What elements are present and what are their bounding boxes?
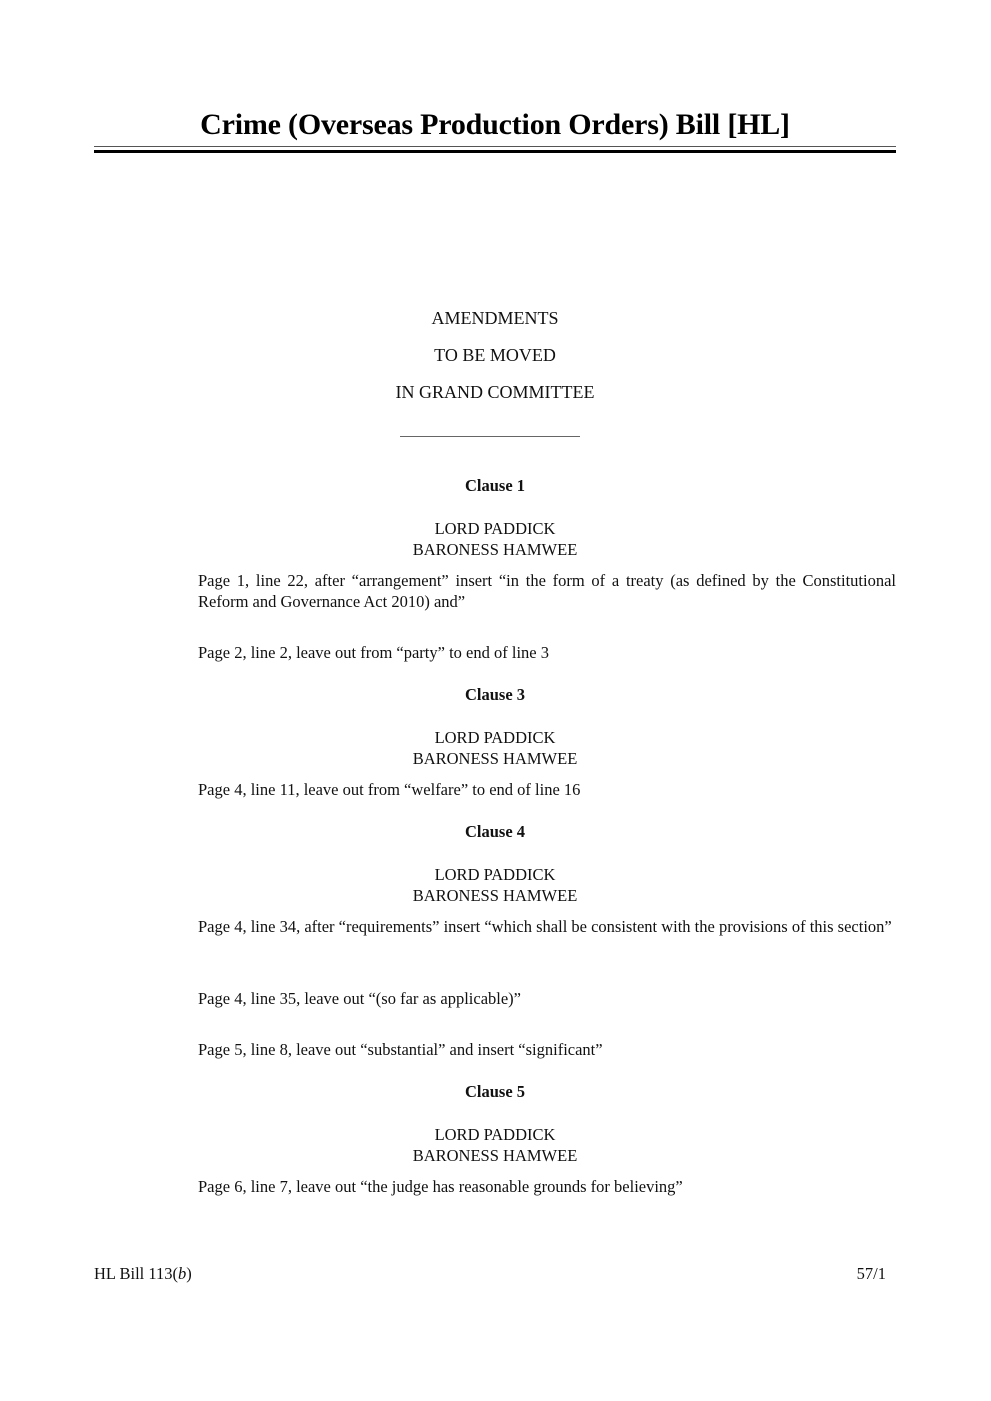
bill-number-prefix: HL Bill 113( bbox=[94, 1264, 179, 1283]
amendment-text: Page 2, line 2, leave out from “party” to end of line 3 bbox=[198, 643, 549, 662]
clause-heading: Clause 1 bbox=[464, 476, 526, 495]
sponsor-name: LORD PADDICK bbox=[434, 1125, 556, 1144]
clause-heading: Clause 4 bbox=[464, 822, 526, 841]
sponsor-name: BARONESS HAMWEE bbox=[412, 540, 578, 559]
clause-heading: Clause 5 bbox=[464, 1082, 526, 1101]
sponsors bbox=[198, 1124, 792, 1166]
page-title: Crime (Overseas Production Orders) Bill [HL] bbox=[200, 108, 790, 141]
heading-to-be-moved: TO BE MOVED bbox=[434, 345, 556, 365]
amendment-text: Page 4, line 34, after “requirements” insert “which shall be consistent with the provisions of this section” bbox=[198, 917, 892, 936]
sponsor-name: LORD PADDICK bbox=[434, 519, 556, 538]
sponsor-name: LORD PADDICK bbox=[434, 865, 556, 884]
sponsors bbox=[198, 864, 792, 906]
amendment-text: Page 6, line 7, leave out “the judge has reasonable grounds for believing” bbox=[198, 1177, 683, 1196]
heading-grand-committee: IN GRAND COMMITTEE bbox=[395, 382, 595, 402]
amendment-text: Page 4, line 11, leave out from “welfare” to end of line 16 bbox=[198, 780, 581, 799]
sponsor-name: BARONESS HAMWEE bbox=[412, 1146, 578, 1165]
sponsors bbox=[198, 518, 792, 560]
amendment-text: Page 5, line 8, leave out “substantial” and insert “significant” bbox=[198, 1040, 603, 1059]
amendment-text: Page 1, line 22, after “arrangement” insert “in the form of a treaty (as defined by the Constitutional Reform and Governance Act 2010) and” bbox=[198, 571, 896, 611]
bill-number-suffix: ) bbox=[186, 1264, 192, 1283]
heading-amendments: AMENDMENTS bbox=[431, 308, 559, 328]
sponsor-name: BARONESS HAMWEE bbox=[412, 749, 578, 768]
title-rule-thin bbox=[94, 146, 896, 147]
clause-heading: Clause 3 bbox=[464, 685, 526, 704]
sponsor-name: BARONESS HAMWEE bbox=[412, 886, 578, 905]
amendment-text: Page 4, line 35, leave out “(so far as applicable)” bbox=[198, 989, 521, 1008]
section-separator bbox=[400, 436, 580, 437]
title-rule-thick bbox=[94, 150, 896, 153]
sponsor-name: LORD PADDICK bbox=[434, 728, 556, 747]
sponsors bbox=[198, 727, 792, 769]
bill-number-letter: b bbox=[178, 1264, 187, 1283]
bill-number bbox=[94, 1264, 192, 1284]
page-reference: 57/1 bbox=[856, 1264, 886, 1283]
